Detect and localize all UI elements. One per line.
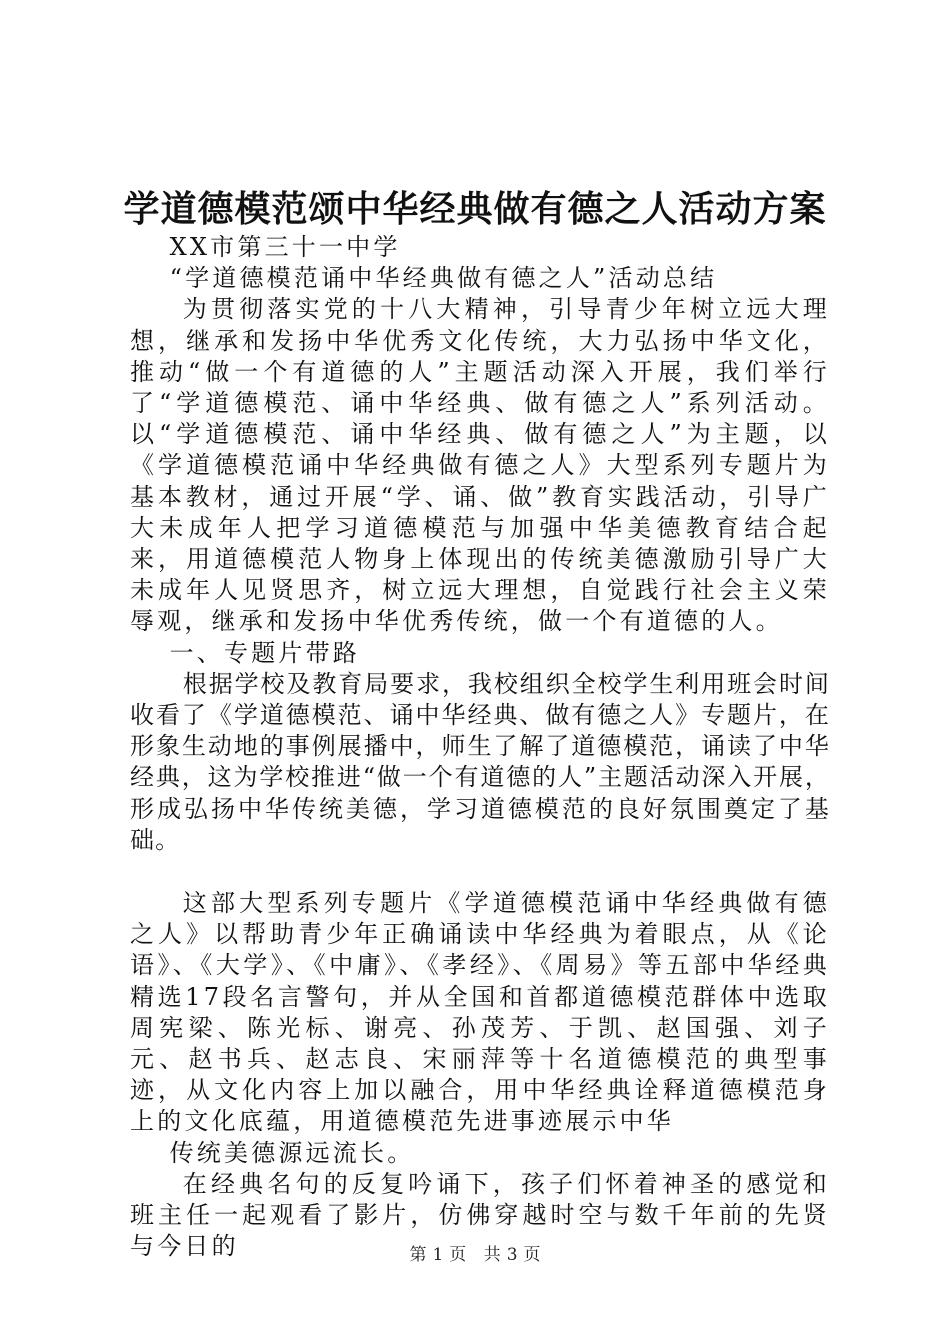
intro-paragraph: 为贯彻落实党的十八大精神，引导青少年树立远大理想，继承和发扬中华优秀文化传统，大力弘扬中华文化，推动“做一个有道德的人”主题活动深入开展，我们举行了“学道德模范、诵中华经典、做有德之人”系列活动。以“学道德模范、诵中华经典、做有德之人”为主题，以《学道德模范诵中华经典做有德之人》大型系列专题片为基本教材，通过开展“学、诵、做”教育实践活动，引导广大未成年人把学习道德模范与加强中华美德教育结合起来，用道德模范人物身上体现出的传统美德激励引导广大未成年人见贤思齐，树立远大理想，自觉践行社会主义荣辱观，继承和发扬中华优秀传统，做一个有道德的人。 <box>130 295 830 636</box>
section-heading-paragraph: 一、专题片带路 <box>169 638 360 667</box>
document-title: 学道德模范颂中华经典做有德之人活动方案 <box>123 188 827 230</box>
section-body-paragraph: 根据学校及教育局要求，我校组织全校学生利用班会时间收看了《学道德模范、诵中华经典、做有德之人》专题片，在形象生动地的事例展播中，师生了解了道德模范，诵读了中华经典，这为学校推进“做一个有道德的人”主题活动深入开展，形成弘扬中华传统美德，学习道德模范的良好氛围奠定了基础。 <box>130 669 830 854</box>
summary-heading-paragraph: “学道德模范诵中华经典做有德之人”活动总结 <box>169 264 718 293</box>
page-number: 1 <box>432 1245 444 1265</box>
page-footer <box>0 1244 950 1266</box>
document-body <box>130 232 830 1263</box>
film-description-paragraph: 这部大型系列专题片《学道德模范诵中华经典做有德之人》以帮助青少年正确诵读中华经典为着眼点，从《论语》、《大学》、《中庸》、《孝经》、《周易》等五部中华经典精选17段名言警句，并从全国和首都道德模范群体中选取周宪梁、陈光标、谢亮、孙茂芳、于凯、赵国强、刘子元、赵书兵、赵志良、宋丽萍等十名道德模范的典型事迹，从文化内容上加以融合，用中华经典诠释道德模范身上的文化底蕴，用道德模范先进事迹展示中华 <box>130 889 830 1136</box>
page-mid: 页 <box>449 1245 467 1265</box>
school-name-paragraph: XX市第三十一中学 <box>169 233 401 261</box>
viewing-paragraph: 在经典名句的反复吟诵下，孩子们怀着神圣的感觉和班主任一起观看了影片，仿佛穿越时空与数千年前的先贤与今日的 <box>130 1169 830 1261</box>
total-pages: 3 <box>506 1245 518 1265</box>
total-suffix: 页 <box>523 1245 541 1265</box>
total-pages-label <box>481 1245 544 1265</box>
blank-line <box>130 856 830 888</box>
total-prefix: 共 <box>483 1245 501 1265</box>
page-number-label <box>406 1245 469 1265</box>
tradition-paragraph: 传统美德源远流长。 <box>169 1138 415 1167</box>
page-prefix: 第 <box>409 1245 427 1265</box>
